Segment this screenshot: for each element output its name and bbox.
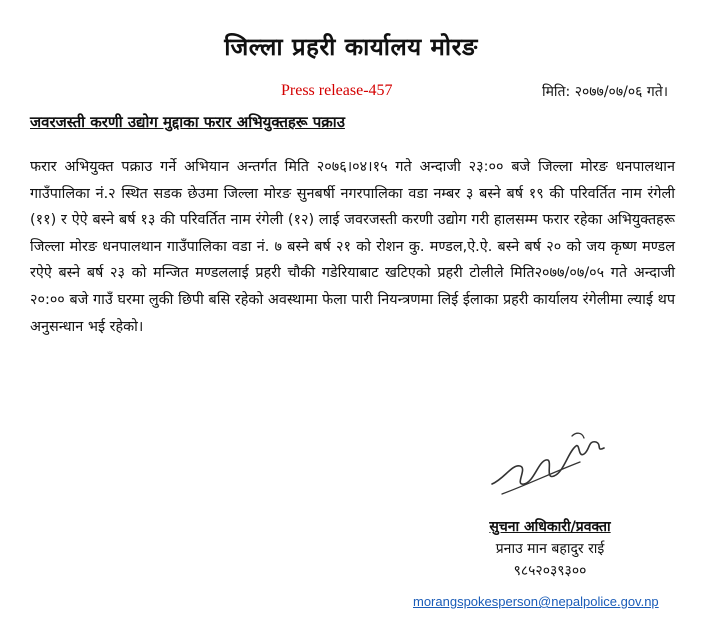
email-link[interactable]: morangspokesperson@nepalpolice.gov.np [413,594,659,609]
signatory-name: प्रनाउ मान बहादुर राई [495,541,605,557]
press-release-number: Press release-457 [281,82,393,99]
signatory-block [440,516,660,582]
signatory-phone: ९८५२०३९३०० [513,563,587,579]
subject-heading: जवरजस्ती करणी उद्योग मुद्दाका फरार अभियुक्तहरू पक्राउ [30,113,345,131]
signature-image [484,424,614,504]
release-date: मिति: २०७७/०७/०६ गते। [541,84,668,100]
release-info-row [0,82,702,104]
signatory-title: सुचना अधिकारी/प्रवक्ता [489,519,611,535]
body-paragraph: फरार अभियुक्त पक्राउ गर्ने अभियान अन्तर्गत मिति २०७६।०४।१५ गते अन्दाजी २३:०० बजे जिल्ला मोरङ धनपालथान गाउँपालिका नं.२ स्थित सडक छेउमा जिल्ला मोरङ सुनबर्षी नगरपालिका वडा नम्बर ३ बस्ने बर्ष १९ की परिवर्तित नाम रंगेली (११) र ऐऐ बस्ने बर्ष १३ की परिवर्तित नाम रंगेली (१२) लाई जवरजस्ती करणी उद्योग गरी हालसम्म फरार रहेका अभियुक्तहरू जिल्ला मोरङ धनपालथान गाउँपालिका वडा नं. ७ बस्ने बर्ष २१ को रोशन कु. मण्डल,ऐ.ऐ. बस्ने बर्ष २० को जय कृष्ण मण्डल रऐऐ बस्ने बर्ष २३ को मन्जित मण्डललाई प्रहरी चौकी गडेरियाबाट खटिएको प्रहरी टोलीले मिति२०७७/०७/०५ गते अन्दाजी २०:०० बजे गाउँ घरमा लुकी छिपी बसि रहेको अवस्थामा फेला पारी नियन्त्रणमा लिई ईलाका प्रहरी कार्यालय रंगेलीमा ल्याई थप अनुसन्धान भई रहेको। [30,159,675,335]
office-title: जिल्ला प्रहरी कार्यालय मोरङ [224,33,478,61]
